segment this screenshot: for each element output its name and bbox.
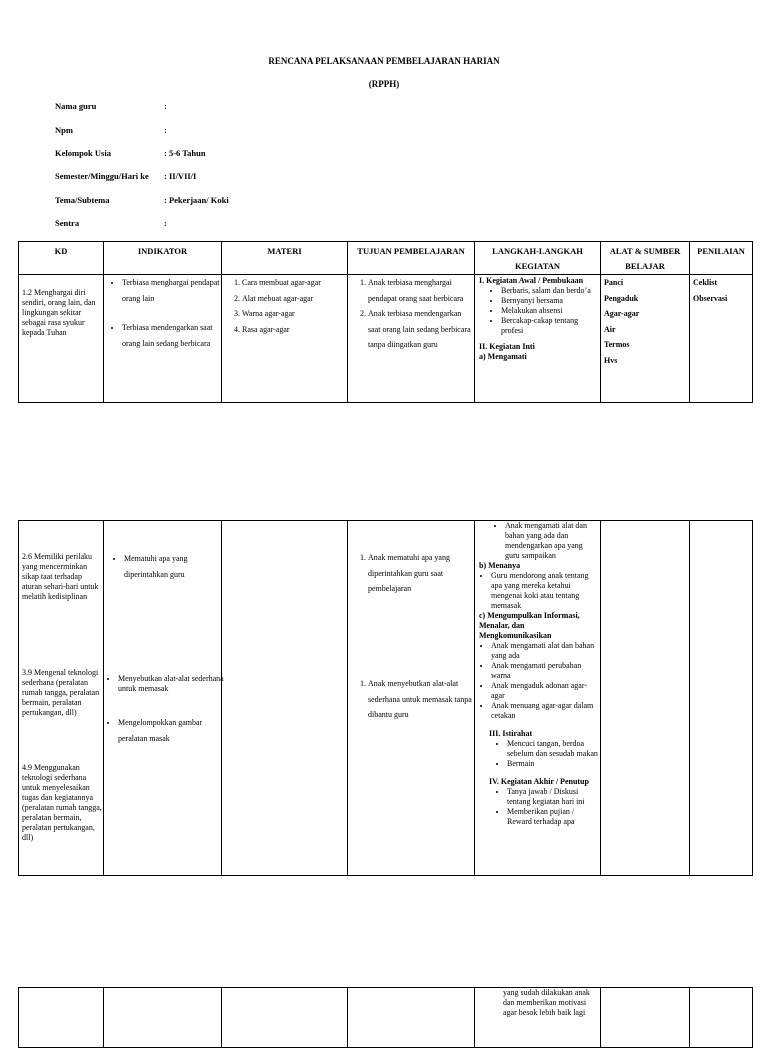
list-item: Panci — [604, 278, 624, 287]
cell-alat — [601, 988, 690, 1048]
list-item: 3. Warna agar-agar — [242, 306, 347, 322]
list-item: 1. Anak terbiasa menghargai pendapat orang saat berbicara — [368, 275, 474, 306]
list-item: • Terbiasa mendengarkan saat orang lain sedang berbicara — [122, 320, 221, 351]
table-row — [19, 521, 753, 876]
list-item: 1. Anak mematuhi apa yang diperintahkan guru saat pembelajaran — [368, 550, 480, 597]
list-item: Pengaduk — [604, 293, 639, 303]
list-item: Hvs — [604, 355, 618, 365]
rpph-table-part-1 — [18, 241, 753, 403]
section-subheading: c) Mengumpulkan Informasi, Menalar, dan Mengkomunikasikan — [479, 611, 580, 640]
list-item: 4. Rasa agar-agar — [242, 322, 347, 338]
cell-kd: 2.6 Memiliki perilaku yang mencerminkan sikap taat terhadap aturan sehari-hari untuk melatih kedisiplinan 3.9 Mengenal teknologi sederhana (peralatan rumah tangga, peralatan bermain, peralatan pertukangan, dll) 4.9 Menggunakan teknologi sederhana untuk menyelesaikan tugas dan kegiatannya (peralatan rumah tangga, peralatan bermain, peralatan pertukangan, dll) — [19, 521, 104, 876]
cell-langkah: yang sudah dilakukan anak dan memberikan motivasi agar besok lebih baik lagi — [475, 988, 601, 1048]
list-item: • Bermain — [507, 759, 598, 769]
list-item: 1. Cara membuat agar-agar — [242, 275, 347, 291]
section-heading: II. Kegiatan Inti — [479, 342, 535, 351]
list-item: • Mematuhi apa yang diperintahkan guru — [124, 551, 228, 582]
list-item: Observasi — [693, 293, 728, 303]
header-kd: KD — [19, 242, 104, 275]
table-row — [19, 275, 753, 403]
list-item: • Melakukan absensi — [501, 306, 598, 316]
table-row — [19, 988, 753, 1048]
cell-alat — [601, 521, 690, 876]
cell-penilaian — [690, 521, 753, 876]
cell-materi — [222, 275, 348, 403]
list-item: • Anak mengamati alat dan bahan yang ada dan mendengarkan apa yang guru sampaikan — [505, 521, 598, 561]
document-title: RENCANA PELAKSANAAN PEMBELAJARAN HARIAN — [268, 56, 500, 66]
cell-indikator — [104, 988, 222, 1048]
list-item: • Terbiasa menghargai pendapat orang lain — [122, 275, 221, 306]
list-item: • Menyebutkan alat-alat sederhana untuk memasak — [118, 674, 230, 694]
cell-materi — [222, 521, 348, 876]
cell-materi — [222, 988, 348, 1048]
header-penilaian: PENILAIAN — [690, 242, 753, 275]
section-heading: IV. Kegiatan Akhir / Penutup — [489, 777, 589, 786]
header-materi: MATERI — [222, 242, 348, 275]
rpph-table-part-3 — [18, 987, 753, 1048]
list-item: • Memberikan pujian / Reward terhadap apa — [507, 807, 598, 827]
document-subtitle: (RPPH) — [368, 79, 400, 89]
cell-indikator — [104, 275, 222, 403]
header-tujuan: TUJUAN PEMBELAJARAN — [348, 242, 475, 275]
list-item: Agar-agar — [604, 309, 640, 318]
cell-penilaian — [690, 988, 753, 1048]
cell-tujuan — [348, 521, 475, 876]
section-heading: III. Istirahat — [489, 729, 533, 738]
list-item: • Bercakap-cakap tentang profesi — [501, 316, 598, 336]
list-item: 2. Alat mebuat agar-agar — [242, 291, 347, 307]
list-item: • Anak mengamati alat dan bahan yang ada — [491, 641, 598, 661]
section-subheading: a) Mengamati — [479, 352, 527, 361]
list-item: • Tanya jawab / Diskusi tentang kegiatan hari ini — [507, 787, 598, 807]
list-item: • Anak mengaduk adonan agar-agar — [491, 681, 598, 701]
list-item: 1. Anak menyebutkan alat-alat sederhana untuk memasak tanpa dibantu guru — [368, 676, 480, 723]
cell-tujuan — [348, 275, 475, 403]
list-item: • Bernyanyi bersama — [501, 296, 598, 306]
cell-penilaian — [690, 275, 753, 403]
table-header-row — [19, 242, 753, 275]
cell-kd: 1.2 Menghargai diri sendiri, orang lain, dan lingkungan sekitar sebagai rasa syukur kepada Tuhan — [19, 275, 104, 403]
cell-langkah — [475, 521, 601, 876]
cell-tujuan — [348, 988, 475, 1048]
list-item: • Anak menuang agar-agar dalam cetakan — [491, 701, 598, 721]
list-item: • Mengelompokkan gambar peralatan masak — [118, 715, 230, 746]
cell-alat — [601, 275, 690, 403]
section-heading: I. Kegiatan Awal / Pembukaan — [479, 276, 584, 285]
header-alat: ALAT & SUMBER BELAJAR — [601, 242, 690, 275]
list-item: Air — [604, 324, 616, 334]
list-item: 2. Anak terbiasa mendengarkan saat orang lain sedang berbicara tanpa diingatkan guru — [368, 306, 474, 353]
cell-indikator — [104, 521, 222, 876]
header-langkah: LANGKAH-LANGKAH KEGIATAN — [475, 242, 601, 275]
list-item: Termos — [604, 340, 630, 349]
header-indikator: INDIKATOR — [104, 242, 222, 275]
list-item: • Guru mendorong anak tentang apa yang mereka ketahui mengenai koki atau tentang memasak — [491, 571, 598, 611]
cell-langkah — [475, 275, 601, 403]
cell-kd — [19, 988, 104, 1048]
list-item: Ceklist — [693, 278, 717, 287]
rpph-table-part-2 — [18, 520, 753, 876]
list-item: • Mencuci tangan, berdoa sebelum dan sesudah makan — [507, 739, 598, 759]
list-item: • Anak mengamati perubahan warna — [491, 661, 598, 681]
list-item: • Berbaris, salam dan berdo’a — [501, 286, 598, 296]
section-subheading: b) Menanya — [479, 561, 521, 570]
